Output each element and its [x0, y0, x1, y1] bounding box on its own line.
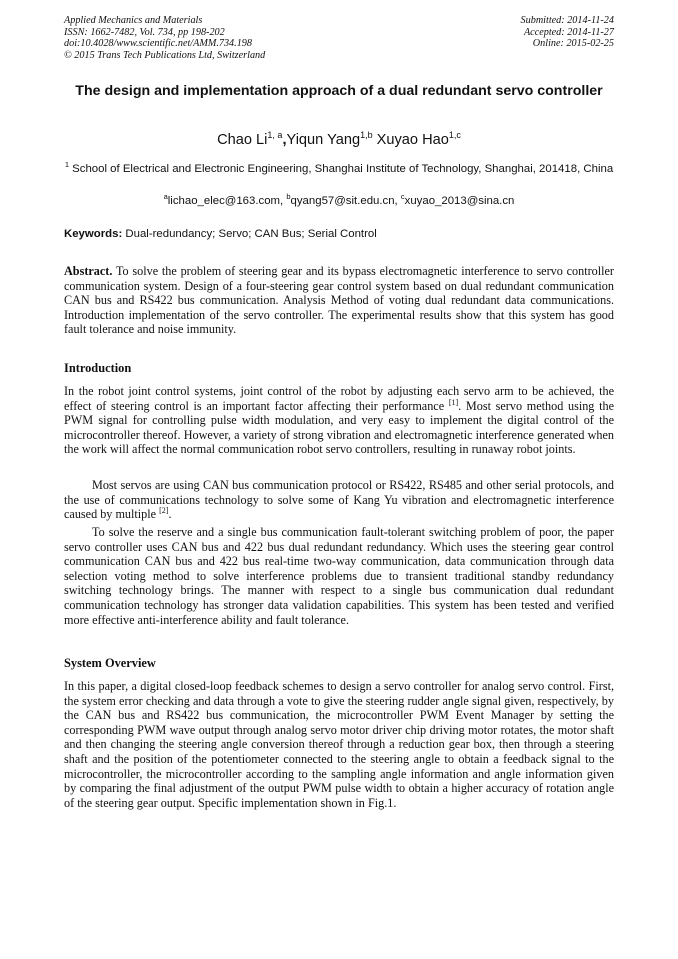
paragraph-text: .: [168, 507, 172, 522]
affiliation-mark: 1: [64, 160, 69, 169]
author-list: [64, 130, 614, 148]
paragraph-text: Most servos are using CAN bus communication protocol or RS422, RS485 and other serial protocols, and the use of communications technology to solve some of Kang Yu vibration and electromagnetic interference caused by multiple: [64, 478, 614, 522]
journal-copyright: © 2015 Trans Tech Publications Ltd, Switzerland: [64, 49, 266, 61]
author-name: Yiqun Yang: [286, 131, 361, 148]
citation-ref: [1]: [448, 397, 459, 407]
author-name: Xuyao Hao: [376, 131, 449, 148]
abstract: [64, 264, 614, 337]
section-heading-introduction: Introduction: [64, 361, 132, 375]
author-name: Chao Li: [217, 131, 268, 148]
keywords-text: Dual-redundancy; Servo; CAN Bus; Serial Control: [122, 228, 377, 240]
affiliation: [64, 157, 614, 177]
email-mark: b: [286, 192, 291, 201]
introduction-paragraph-2: [64, 478, 614, 522]
paragraph-text: In the robot joint control systems, joint control of the robot by adjusting each servo arm to be achieved, the effect of steering control is an important factor affecting their performance: [64, 384, 614, 413]
journal-doi: doi:10.4028/www.scientific.net/AMM.734.198: [64, 38, 252, 50]
email-mark: c: [400, 192, 405, 201]
accepted-date: Accepted: 2014-11-27: [523, 26, 614, 38]
email-address[interactable]: lichao_elec@163.com,: [167, 194, 287, 207]
author-separator: ,: [282, 131, 287, 148]
publication-dates: [394, 15, 614, 50]
introduction-paragraph-3: To solve the reserve and a single bus communication fault-tolerant switching problem of poor, the paper servo controller uses CAN bus and 422 bus dual redundant redundancy. Which uses the steering gear control communication CAN bus and 422 bus real-time two-way communication, data communication through data selection voting method to solve interference problems due to transient traditional standby redundancy switching technology brings. The manner with respect to a single bus communication dual redundant communication technology has stronger data validation capabilities. This system has been tested and verified more effective anti-interference ability and fault tolerance.: [64, 525, 614, 627]
author-affil-mark: 1, a: [267, 130, 283, 140]
abstract-text: To solve the problem of steering gear and its bypass electromagnetic interference to servo controller communication system. Design of a four-steering gear control system based on dual redundant communication CAN bus and RS422 bus communication. Analysis Method of voting dual redundant data communications. Introduction implementation of the servo controller. The experimental results show that this system has good fault tolerance and noise immunity.: [64, 264, 614, 337]
system-overview-paragraph-1: In this paper, a digital closed-loop feedback schemes to design a servo controller for analog servo control. First, the system error checking and data through a vote to give the steering rudder angle signal given, respectively, by the CAN bus and RS422 bus communication, the microcontroller PWM Event Manager by setting the corresponding PWM wave output through analog servo motor driver chip driving motor rotates, the motor shaft and then changing the steering angle conversion thereof through a reduction gear box, then through a steering shaft and the position of the potentiometer connected to the steering angle to obtain a feedback signal to the microcontroller, the microcontroller according to the sampling angle information and angle information given by comparing the final adjustment of the output PWM pulse width to obtain a higher accuracy of rotation angle of the steering gear output. Specific implementation shown in Fig.1.: [64, 679, 614, 810]
author-affil-mark: 1,b: [360, 130, 373, 140]
author-affil-mark: 1,c: [448, 130, 461, 140]
section-heading-system-overview: System Overview: [64, 656, 156, 670]
submitted-date: Submitted: 2014-11-24: [520, 15, 614, 26]
affiliation-text: School of Electrical and Electronic Engineering, Shanghai Institute of Technology, Shanghai, 201418, China: [69, 162, 614, 175]
email-mark: a: [163, 192, 168, 201]
citation-ref: [2]: [159, 506, 169, 516]
journal-info: [64, 15, 364, 61]
introduction-paragraph-1: [64, 384, 614, 457]
abstract-label: Abstract.: [64, 264, 113, 278]
author-emails: [64, 192, 614, 207]
keywords: [64, 228, 614, 240]
paragraph-text: . Most servo method using the PWM signal for controlling pulse width modulation, and very easy to implement the digital control of the microcontroller thereof. However, a variety of strong vibration and electromagnetic interference generated when the work will affect the normal communication robot servo controllers, resulting in runaway robot joints.: [64, 398, 614, 457]
journal-name: Applied Mechanics and Materials: [64, 15, 203, 26]
online-date: Online: 2015-02-25: [532, 38, 614, 50]
keywords-label: Keywords:: [64, 228, 123, 240]
email-address[interactable]: xuyao_2013@sina.cn: [404, 194, 515, 207]
journal-issn: ISSN: 1662-7482, Vol. 734, pp 198-202: [64, 26, 225, 38]
paper-title: The design and implementation approach of a dual redundant servo controller: [75, 83, 603, 99]
email-address[interactable]: qyang57@sit.edu.cn,: [290, 194, 401, 207]
